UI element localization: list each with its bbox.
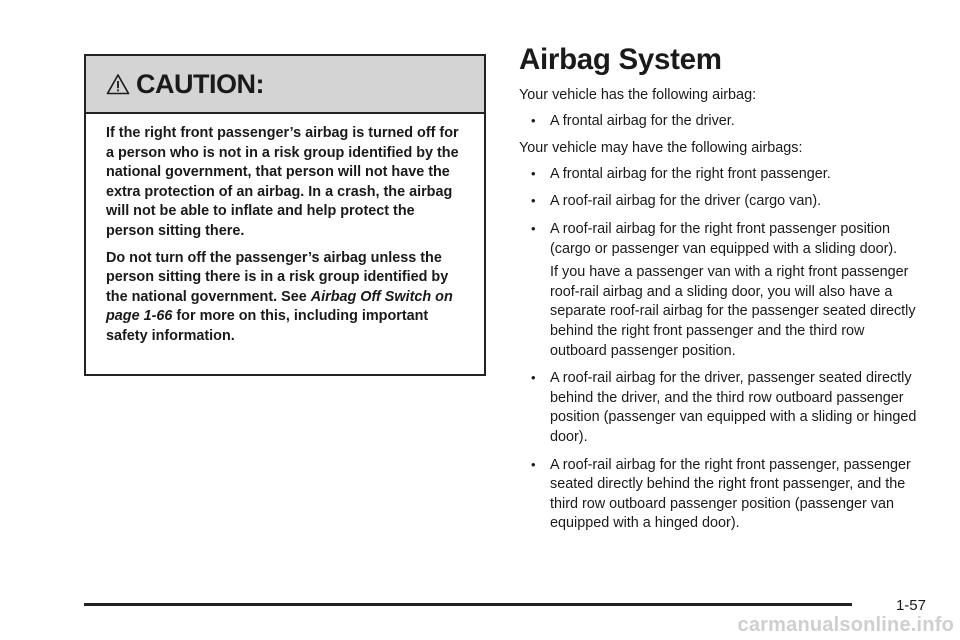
optional-airbag-list [519,165,919,259]
list-item [519,456,919,534]
bullet-icon: • [531,165,536,181]
bullet-icon: • [531,220,536,236]
intro-paragraph: Your vehicle has the following airbag: [519,87,757,103]
airbag-system-section [519,40,919,534]
caution-header [86,56,484,114]
list-item [519,112,919,132]
list-item-text: A roof-rail airbag for the driver, passenger seated directly behind the driver, and the third row outboard passenger position (passenger van equipped with a sliding or hinged door). [550,370,917,445]
list-item-text: A roof-rail airbag for the right front passenger, passenger seated directly behind the right front passenger, and the third row outboard passenger position (passenger van equipped with a hinged door). [550,456,911,532]
standard-airbag-list [519,112,919,132]
caution-paragraph: If the right front passenger’s airbag is turned off for a person who is not in a risk group identified by the national government, that person will not have the extra protection of an airbag. In a crash, the airbag will not be able to inflate and help protect the person sitting there. [106,125,459,239]
list-note: If you have a passenger van with a right front passenger roof-rail airbag and a sliding door, you will also have a separate roof-rail airbag for the passenger seated directly behind the right front passenger and the third row outboard passenger position. [550,264,916,359]
list-item-text: A roof-rail airbag for the driver (cargo van). [550,193,822,210]
list-item [519,192,919,212]
caution-title: CAUTION: [136,68,264,99]
caution-body [86,114,484,347]
bullet-icon: • [531,370,536,386]
section-body [519,86,919,534]
list-item-text: A frontal airbag for the right front passenger. [550,165,831,182]
caution-paragraph [106,249,464,347]
section-title: Airbag System [519,43,722,76]
warning-triangle-icon [106,73,130,95]
footer-rule [84,603,852,606]
caution-text: Do not turn off the passenger’s airbag unless the person sitting there is in a risk group identified by the national government. See [106,249,449,305]
watermark: carmanualsonline.info [737,614,954,636]
caution-text: for more on this, including important safety information. [106,308,429,344]
list-item-text: A roof-rail airbag for the right front passenger position (cargo or passenger van equipped with a sliding door). [550,220,898,257]
list-item [519,369,919,447]
list-item-text: A frontal airbag for the driver. [550,112,735,129]
bullet-icon: • [531,112,536,128]
list-item [519,220,919,259]
bullet-icon: • [531,456,536,472]
page-number: 1-57 [895,597,926,614]
roof-rail-airbag-list [519,369,919,534]
caution-box [84,54,486,376]
bullet-icon: • [531,193,536,209]
intro-paragraph: Your vehicle may have the following airbags: [519,140,803,157]
list-item [519,165,919,185]
airbag-off-switch-reference[interactable]: Airbag Off Switch on page 1-66 [106,288,453,325]
